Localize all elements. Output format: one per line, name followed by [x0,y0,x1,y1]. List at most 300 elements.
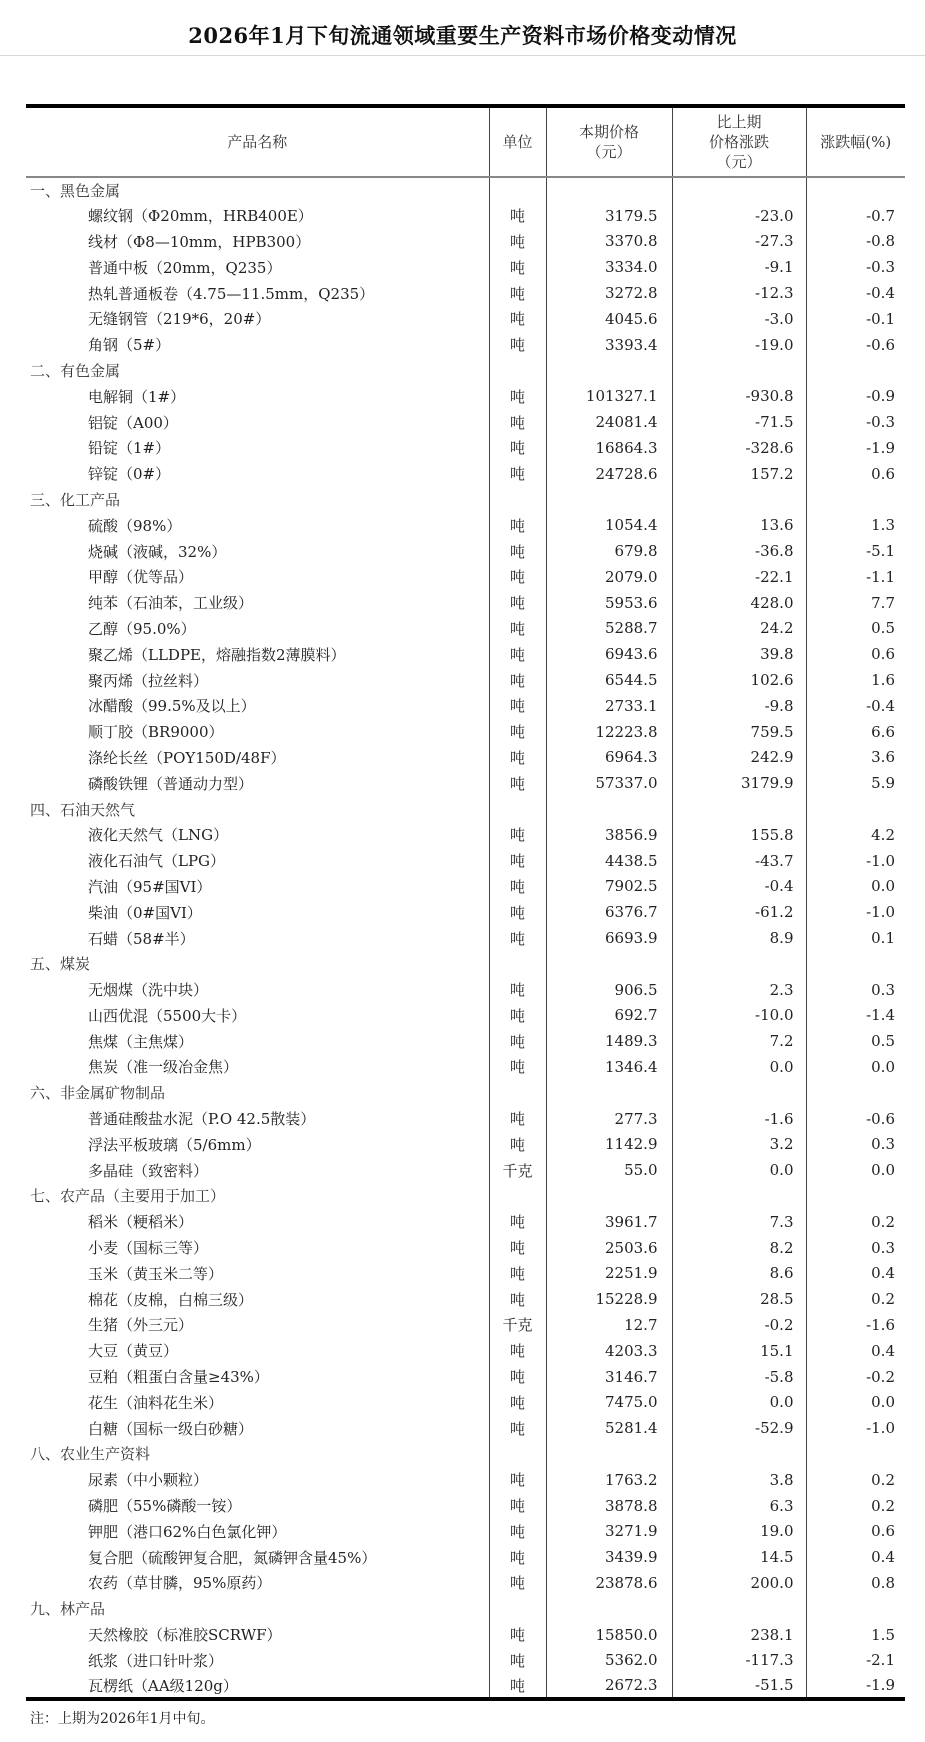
change-percent: -1.4 [806,1003,905,1029]
header-unit: 单位 [489,106,546,177]
unit: 吨 [489,1389,546,1415]
header-price-change-line3: （元） [716,153,762,171]
empty-cell [489,1183,546,1209]
product-name: 冰醋酸（99.5%及以上） [26,693,489,719]
unit: 吨 [489,1260,546,1286]
table-row [26,745,905,771]
product-name: 白糖（国标一级白砂糖） [26,1415,489,1441]
unit: 吨 [489,848,546,874]
price-change: -10.0 [672,1003,806,1029]
change-percent: 0.2 [806,1467,905,1493]
unit: 吨 [489,925,546,951]
product-name: 石蜡（58#半） [26,925,489,951]
current-price: 6376.7 [546,899,672,925]
product-name: 柴油（0#国VI） [26,899,489,925]
table-row [26,280,905,306]
empty-cell [489,951,546,977]
unit: 吨 [489,1106,546,1132]
product-name: 线材（Φ8—10mm，HPB300） [26,229,489,255]
change-percent: 0.6 [806,641,905,667]
price-change: 28.5 [672,1286,806,1312]
product-name: 豆粕（粗蛋白含量≥43%） [26,1364,489,1390]
product-name: 大豆（黄豆） [26,1338,489,1364]
product-name: 焦煤（主焦煤） [26,1028,489,1054]
product-name: 磷酸铁锂（普通动力型） [26,770,489,796]
product-name: 硫酸（98%） [26,512,489,538]
product-name: 棉花（皮棉，白棉三级） [26,1286,489,1312]
category-row [26,1183,905,1209]
category-row [26,1441,905,1467]
current-price: 1142.9 [546,1131,672,1157]
product-name: 无缝钢管（219*6，20#） [26,306,489,332]
change-percent: -1.0 [806,1415,905,1441]
price-change: 8.9 [672,925,806,951]
header-current-price-line2: （元） [586,143,632,161]
current-price: 3439.9 [546,1544,672,1570]
table-row [26,1622,905,1648]
current-price: 57337.0 [546,770,672,796]
current-price: 15228.9 [546,1286,672,1312]
table-row [26,1389,905,1415]
product-name: 聚乙烯（LLDPE，熔融指数2薄膜料） [26,641,489,667]
empty-cell [672,1596,806,1622]
table-row [26,1003,905,1029]
header-product-name: 产品名称 [26,106,489,177]
price-change: 759.5 [672,719,806,745]
product-name: 多晶硅（致密料） [26,1157,489,1183]
price-change: -51.5 [672,1673,806,1699]
price-change: 200.0 [672,1570,806,1596]
unit: 吨 [489,1622,546,1648]
change-percent: -1.6 [806,1312,905,1338]
current-price: 1763.2 [546,1467,672,1493]
unit: 吨 [489,822,546,848]
price-change: -19.0 [672,332,806,358]
price-change: 242.9 [672,745,806,771]
price-change: -9.8 [672,693,806,719]
product-name: 螺纹钢（Φ20mm，HRB400E） [26,203,489,229]
product-name: 液化天然气（LNG） [26,822,489,848]
price-change: -0.2 [672,1312,806,1338]
table-row [26,1286,905,1312]
current-price: 3272.8 [546,280,672,306]
price-change: 19.0 [672,1518,806,1544]
change-percent: 7.7 [806,590,905,616]
category-row [26,177,905,203]
unit: 吨 [489,1028,546,1054]
unit: 吨 [489,461,546,487]
table-row [26,874,905,900]
table-row [26,332,905,358]
change-percent: -1.1 [806,564,905,590]
unit: 吨 [489,693,546,719]
empty-cell [489,487,546,513]
empty-cell [546,487,672,513]
change-percent: 0.2 [806,1209,905,1235]
change-percent: 0.0 [806,1389,905,1415]
category-label: 三、化工产品 [26,487,489,513]
unit: 吨 [489,770,546,796]
current-price: 15850.0 [546,1622,672,1648]
header-price-change-line2: 价格涨跌 [708,133,769,151]
product-name: 聚丙烯（拉丝料） [26,667,489,693]
table-row [26,1544,905,1570]
unit: 吨 [489,1131,546,1157]
unit: 吨 [489,1518,546,1544]
unit: 吨 [489,1544,546,1570]
current-price: 6693.9 [546,925,672,951]
table-row [26,1054,905,1080]
product-name: 烧碱（液碱，32%） [26,538,489,564]
product-name: 汽油（95#国VI） [26,874,489,900]
empty-cell [489,1596,546,1622]
current-price: 679.8 [546,538,672,564]
product-name: 天然橡胶（标准胶SCRWF） [26,1622,489,1648]
unit: 吨 [489,1673,546,1699]
table-row [26,1106,905,1132]
current-price: 6964.3 [546,745,672,771]
change-percent: -0.8 [806,229,905,255]
change-percent: 0.2 [806,1286,905,1312]
unit: 吨 [489,203,546,229]
change-percent: -0.3 [806,409,905,435]
current-price: 23878.6 [546,1570,672,1596]
table-row [26,1338,905,1364]
category-label: 二、有色金属 [26,358,489,384]
price-change: -23.0 [672,203,806,229]
unit: 吨 [489,616,546,642]
empty-cell [546,358,672,384]
current-price: 7475.0 [546,1389,672,1415]
price-table [26,104,905,1701]
table-row [26,1415,905,1441]
unit: 吨 [489,1415,546,1441]
product-name: 磷肥（55%磷酸一铵） [26,1493,489,1519]
product-name: 顺丁胶（BR9000） [26,719,489,745]
price-change: 238.1 [672,1622,806,1648]
table-row [26,229,905,255]
current-price: 3961.7 [546,1209,672,1235]
empty-cell [489,1441,546,1467]
category-row [26,1596,905,1622]
current-price: 3393.4 [546,332,672,358]
unit: 吨 [489,719,546,745]
table-body [26,177,905,1699]
unit: 吨 [489,641,546,667]
current-price: 1054.4 [546,512,672,538]
product-name: 铝锭（A00） [26,409,489,435]
current-price: 4045.6 [546,306,672,332]
page-title: 2026年1月下旬流通领域重要生产资料市场价格变动情况 [188,23,737,48]
table-row [26,203,905,229]
empty-cell [672,951,806,977]
table-row [26,1673,905,1699]
unit: 吨 [489,1467,546,1493]
table-row [26,719,905,745]
title-divider [0,55,925,56]
table-row [26,1493,905,1519]
price-change: 155.8 [672,822,806,848]
empty-cell [546,1183,672,1209]
current-price: 3146.7 [546,1364,672,1390]
category-label: 五、煤炭 [26,951,489,977]
change-percent: -0.7 [806,203,905,229]
change-percent: 0.8 [806,1570,905,1596]
price-change: 0.0 [672,1157,806,1183]
price-change: 0.0 [672,1389,806,1415]
empty-cell [489,177,546,203]
change-percent: 0.4 [806,1260,905,1286]
product-name: 热轧普通板卷（4.75—11.5mm，Q235） [26,280,489,306]
unit: 吨 [489,1286,546,1312]
price-change: 6.3 [672,1493,806,1519]
current-price: 5362.0 [546,1647,672,1673]
current-price: 12.7 [546,1312,672,1338]
unit: 吨 [489,1647,546,1673]
change-percent: -1.0 [806,899,905,925]
price-change: -117.3 [672,1647,806,1673]
current-price: 277.3 [546,1106,672,1132]
empty-cell [546,951,672,977]
empty-cell [489,358,546,384]
product-name: 纯苯（石油苯，工业级） [26,590,489,616]
change-percent: -0.4 [806,280,905,306]
table-row [26,1131,905,1157]
empty-cell [806,177,905,203]
unit: 吨 [489,564,546,590]
category-row [26,796,905,822]
unit: 千克 [489,1312,546,1338]
product-name: 无烟煤（洗中块） [26,977,489,1003]
current-price: 2079.0 [546,564,672,590]
price-change: -930.8 [672,383,806,409]
change-percent: 0.6 [806,461,905,487]
product-name: 锌锭（0#） [26,461,489,487]
current-price: 16864.3 [546,435,672,461]
product-name: 普通中板（20mm，Q235） [26,254,489,280]
product-name: 农药（草甘膦，95%原药） [26,1570,489,1596]
product-name: 涤纶长丝（POY150D/48F） [26,745,489,771]
price-change: 3.8 [672,1467,806,1493]
unit: 吨 [489,1235,546,1261]
change-percent: -1.9 [806,435,905,461]
change-percent: 0.4 [806,1544,905,1570]
price-change: -27.3 [672,229,806,255]
change-percent: -0.3 [806,254,905,280]
price-change: -328.6 [672,435,806,461]
price-change: -52.9 [672,1415,806,1441]
category-label: 八、农业生产资料 [26,1441,489,1467]
unit: 吨 [489,332,546,358]
table-row [26,538,905,564]
change-percent: -5.1 [806,538,905,564]
empty-cell [672,1183,806,1209]
product-name: 复合肥（硫酸钾复合肥，氮磷钾含量45%） [26,1544,489,1570]
change-percent: -1.9 [806,1673,905,1699]
table-row [26,1235,905,1261]
unit: 吨 [489,254,546,280]
current-price: 55.0 [546,1157,672,1183]
unit: 吨 [489,409,546,435]
current-price: 3334.0 [546,254,672,280]
price-change: 7.2 [672,1028,806,1054]
empty-cell [672,796,806,822]
table-row [26,306,905,332]
current-price: 12223.8 [546,719,672,745]
category-label: 四、石油天然气 [26,796,489,822]
current-price: 5288.7 [546,616,672,642]
change-percent: 6.6 [806,719,905,745]
price-change: -0.4 [672,874,806,900]
change-percent: 0.5 [806,616,905,642]
unit: 吨 [489,306,546,332]
table-row [26,899,905,925]
price-change: 0.0 [672,1054,806,1080]
product-name: 角钢（5#） [26,332,489,358]
price-change: 14.5 [672,1544,806,1570]
unit: 吨 [489,435,546,461]
header-current-price-line1: 本期价格 [578,123,639,141]
price-change: -36.8 [672,538,806,564]
unit: 吨 [489,1493,546,1519]
empty-cell [489,1080,546,1106]
table-row [26,822,905,848]
change-percent: -0.4 [806,693,905,719]
table-header-row [26,106,905,177]
change-percent: -0.6 [806,1106,905,1132]
product-name: 瓦楞纸（AA级120g） [26,1673,489,1699]
price-change: 13.6 [672,512,806,538]
price-change: 8.6 [672,1260,806,1286]
product-name: 纸浆（进口针叶浆） [26,1647,489,1673]
change-percent: 4.2 [806,822,905,848]
product-name: 玉米（黄玉米二等） [26,1260,489,1286]
table-row [26,1260,905,1286]
table-row [26,1570,905,1596]
empty-cell [806,1080,905,1106]
product-name: 甲醇（优等品） [26,564,489,590]
category-label: 九、林产品 [26,1596,489,1622]
table-row [26,1028,905,1054]
product-name: 生猪（外三元） [26,1312,489,1338]
empty-cell [489,796,546,822]
empty-cell [672,1441,806,1467]
unit: 吨 [489,280,546,306]
price-change: -1.6 [672,1106,806,1132]
empty-cell [672,487,806,513]
change-percent: 0.2 [806,1493,905,1519]
current-price: 5953.6 [546,590,672,616]
current-price: 2251.9 [546,1260,672,1286]
price-change: 15.1 [672,1338,806,1364]
category-row [26,951,905,977]
header-price-change-line1: 比上期 [716,113,762,131]
change-percent: 5.9 [806,770,905,796]
change-percent: 0.4 [806,1338,905,1364]
change-percent: -0.9 [806,383,905,409]
current-price: 6943.6 [546,641,672,667]
empty-cell [806,951,905,977]
empty-cell [806,1183,905,1209]
category-label: 一、黑色金属 [26,177,489,203]
unit: 吨 [489,1364,546,1390]
product-name: 电解铜（1#） [26,383,489,409]
unit: 吨 [489,383,546,409]
change-percent: -0.2 [806,1364,905,1390]
category-label: 六、非金属矿物制品 [26,1080,489,1106]
current-price: 1489.3 [546,1028,672,1054]
empty-cell [546,177,672,203]
current-price: 7902.5 [546,874,672,900]
unit: 吨 [489,1003,546,1029]
table-row [26,461,905,487]
header-change-percent: 涨跌幅(%) [806,106,905,177]
table-row [26,409,905,435]
unit: 吨 [489,667,546,693]
empty-cell [546,1080,672,1106]
current-price: 5281.4 [546,1415,672,1441]
price-change: 2.3 [672,977,806,1003]
table-row [26,1157,905,1183]
table-row [26,693,905,719]
current-price: 24728.6 [546,461,672,487]
unit: 吨 [489,977,546,1003]
current-price: 24081.4 [546,409,672,435]
table-row [26,641,905,667]
table-row [26,590,905,616]
unit: 吨 [489,538,546,564]
price-change: 7.3 [672,1209,806,1235]
unit: 吨 [489,899,546,925]
table-row [26,1647,905,1673]
change-percent: -1.0 [806,848,905,874]
current-price: 6544.5 [546,667,672,693]
current-price: 3878.8 [546,1493,672,1519]
price-change: -3.0 [672,306,806,332]
product-name: 尿素（中小颗粒） [26,1467,489,1493]
unit: 吨 [489,512,546,538]
table-row [26,254,905,280]
current-price: 3370.8 [546,229,672,255]
price-change: -71.5 [672,409,806,435]
price-change: -9.1 [672,254,806,280]
table-row [26,1364,905,1390]
current-price: 3271.9 [546,1518,672,1544]
table-row [26,848,905,874]
current-price: 1346.4 [546,1054,672,1080]
empty-cell [806,796,905,822]
table-row [26,616,905,642]
header-current-price [546,106,672,177]
change-percent: 0.3 [806,977,905,1003]
change-percent: 1.6 [806,667,905,693]
change-percent: 3.6 [806,745,905,771]
unit: 吨 [489,590,546,616]
current-price: 4438.5 [546,848,672,874]
empty-cell [672,177,806,203]
product-name: 液化石油气（LPG） [26,848,489,874]
price-change: 157.2 [672,461,806,487]
product-name: 浮法平板玻璃（5/6mm） [26,1131,489,1157]
footnote: 注：上期为2026年1月中旬。 [30,1711,215,1727]
current-price: 906.5 [546,977,672,1003]
category-row [26,487,905,513]
table-row [26,1312,905,1338]
unit: 吨 [489,874,546,900]
table-row [26,1467,905,1493]
table-row [26,925,905,951]
change-percent: 0.3 [806,1235,905,1261]
